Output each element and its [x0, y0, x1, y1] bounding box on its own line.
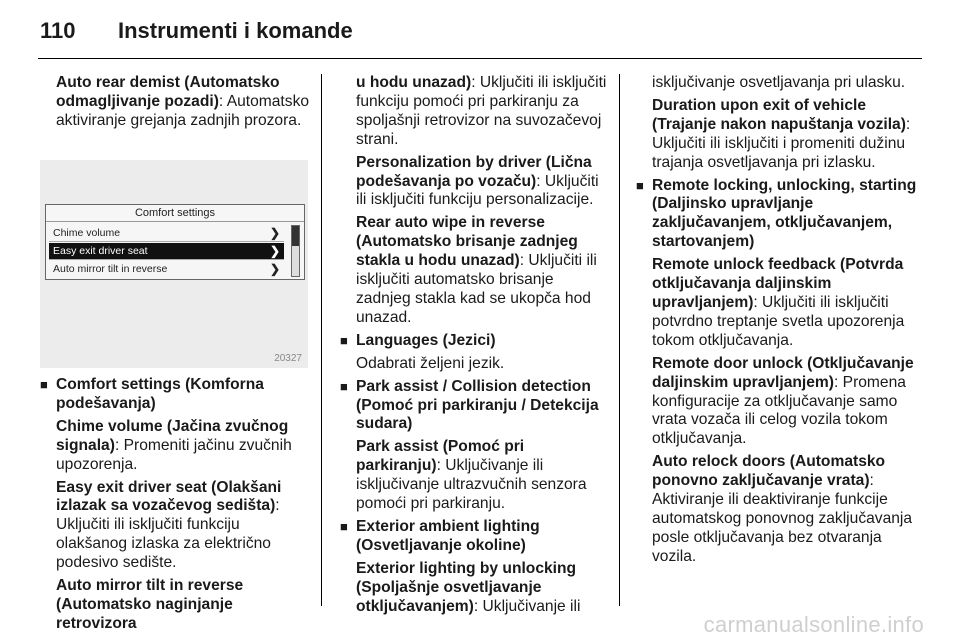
chevron-right-icon: ❯ [269, 244, 280, 258]
page-header [0, 0, 960, 60]
park-assist-heading: ■ Park assist / Collision detection (Pomoć pri parkiranju / Detekcija sudara) [340, 377, 599, 433]
bullet-icon: ■ [340, 378, 348, 394]
column-1 [40, 74, 310, 135]
auto-relock-paragraph: Auto relock doors (Automatsko ponovno zaključavanje vrata): Aktiviranje ili deaktiviranje funkcije automatskog ponovnog zaključavanja posle otključavanja bez otvaranja vozila. [652, 453, 913, 565]
menu-item-auto-mirror [49, 261, 284, 278]
column-1-lower [40, 376, 310, 638]
figure-code: 20327 [274, 353, 302, 364]
unlock-lighting-paragraph: Exterior lighting by unlocking (Spoljašnje osvetljavanje otključavanjem): Uključivanje ili [356, 559, 581, 615]
rear-wipe-paragraph: Rear auto wipe in reverse (Automatsko brisanje zadnjeg stakla u hodu unazad): Uključiti ili isključiti automatsko brisanje zadnjeg stakla kad se ukopča hod unazad. [356, 214, 597, 326]
bullet-icon: ■ [636, 177, 644, 193]
page-number: 110 [40, 18, 76, 43]
display-screen [45, 204, 305, 280]
header-rule [38, 58, 922, 59]
ambient-lighting-heading: ■ Exterior ambient lighting (Osvetljavanje okoline) [340, 517, 540, 554]
door-unlock-paragraph: Remote door unlock (Otključavanje daljinskim upravljanjem): Promena konfiguracije za otključavanje samo vrata vozača ili celog vozila tokom otključavanja. [652, 354, 914, 448]
column-2 [340, 74, 612, 620]
park-assist-paragraph: Park assist (Pomoć pri parkiranju): Uključivanje ili isključivanje ultrazvučnih senzora pomoći pri parkiranju. [356, 438, 587, 513]
bullet-icon: ■ [340, 332, 348, 348]
unlock-feedback-paragraph: Remote unlock feedback (Potvrda otključavanja daljinskim upravljanjem): Uključiti ili isključiti potvrdno treptanje svetla upozorenja tokom otključavanja. [652, 256, 905, 349]
screen-scrollbar [291, 225, 300, 277]
comfort-settings-heading: ■ Comfort settings (Komforna podešavanja) [40, 376, 264, 412]
languages-heading: ■ Languages (Jezici) [340, 331, 496, 349]
duration-paragraph: Duration upon exit of vehicle (Trajanje nakon napuštanja vozila): Uključiti ili isključiti i promeniti dužinu trajanja osvetljavanja pri izlasku. [652, 96, 911, 171]
personalization-paragraph: Personalization by driver (Lična podešavanja po vozaču): Uključiti ili isključiti funkciju personalizacije. [356, 153, 599, 209]
menu-item-label: Chime volume [53, 227, 121, 239]
column-divider-1 [321, 74, 322, 606]
screen-title: Comfort settings [46, 205, 304, 222]
page-title: Instrumenti i komande [118, 18, 353, 43]
chevron-right-icon: ❯ [269, 262, 280, 276]
watermark: carmanualsonline.info [703, 612, 924, 637]
mirror-cont-paragraph: u hodu unazad): Uključiti ili isključiti funkciju pomoći pri parkiranju za spoljašnji retrovizor na suvozačevoj strani. [356, 74, 607, 148]
menu-item-easy-exit [49, 243, 284, 260]
comfort-settings-figure [40, 160, 308, 368]
column-divider-2 [619, 74, 620, 606]
easy-exit-paragraph: Easy exit driver seat (Olakšani izlazak sa vozačevog sedišta): Uključiti ili isključiti funkciju olakšanog izlaska za električno podesivo sedište. [56, 478, 282, 572]
scrollbar-thumb [292, 226, 299, 246]
auto-rear-demist-desc: : Automatsko aktiviranje grejanja zadnjih prozora. [56, 92, 310, 129]
remote-locking-heading: ■ Remote locking, unlocking, starting (Daljinsko upravljanje zaključavanjem, otključavanjem, startovanjem) [636, 176, 917, 251]
bullet-icon: ■ [340, 518, 348, 534]
chime-volume-paragraph: Chime volume (Jačina zvučnog signala): Promeniti jačinu zvučnih upozorenja. [56, 417, 292, 473]
column-3 [636, 74, 922, 571]
languages-paragraph: Odabrati željeni jezik. [356, 354, 505, 372]
auto-mirror-paragraph: Auto mirror tilt in reverse (Automatsko naginjanje retrovizora [56, 577, 244, 632]
chevron-right-icon: ❯ [269, 226, 280, 240]
auto-rear-demist-term: Auto rear demist (Automatsko odmagljivanje pozadi) [56, 74, 280, 110]
menu-item-label: Auto mirror tilt in reverse [53, 263, 168, 275]
bullet-icon: ■ [40, 377, 48, 392]
menu-item-chime-volume [49, 225, 284, 242]
menu-item-label: Easy exit driver seat [53, 245, 148, 257]
auto-rear-demist-paragraph [40, 74, 310, 131]
unlock-lighting-cont: isključivanje osvetljavanja pri ulasku. [652, 74, 906, 91]
